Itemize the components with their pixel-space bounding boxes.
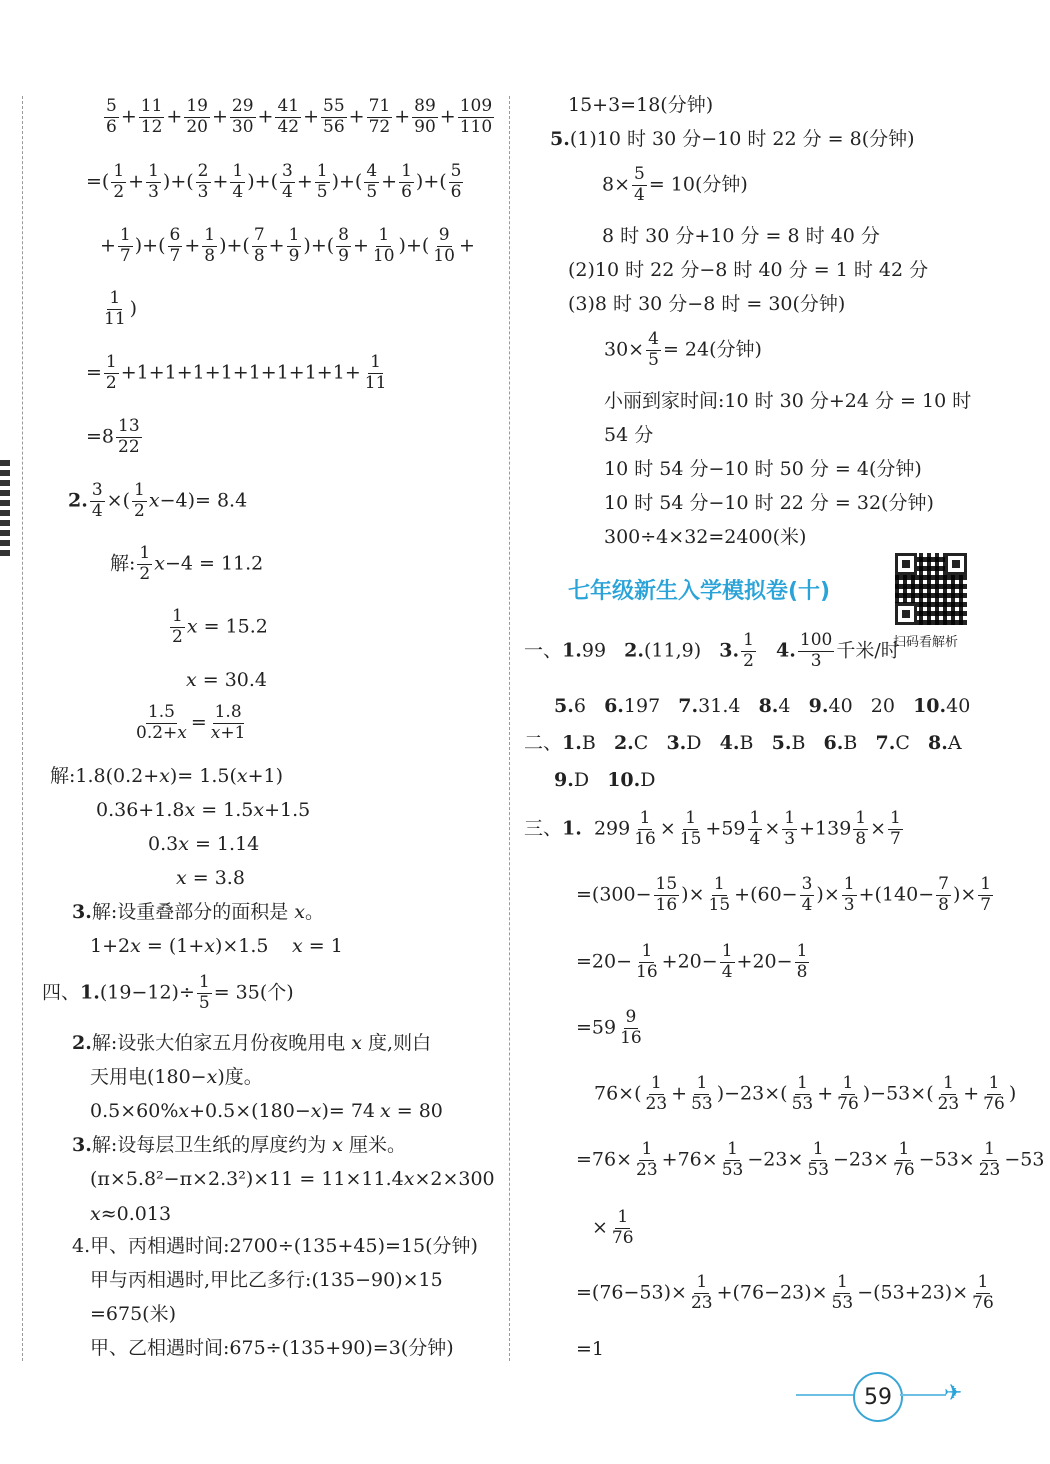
solution-step: 54 分 [604,424,654,446]
problem-text: 4.甲、丙相遇时间:2700÷(135+45)=15(分钟) [72,1235,478,1257]
fraction: $\frac{29}{30}$ [231,96,254,137]
solution-step: =(300− $\frac{15}{16}$ )× $\frac{1}{15}$ +(60− $\frac{3}{4}$ )× $\frac{1}{3}$ +(140− $\frac{7}{8}$ )× $\frac{1}{7}$ [576,874,992,915]
step-line: $\frac{1}{11}$ ) [104,288,138,329]
solution-step: x≈0.013 [90,1203,172,1225]
solution-step: 0.3x = 1.14 [148,833,260,855]
step-line: + $\frac{1}{7}$ )+( $\frac{6}{7}$ + $\frac{1}{8}$ )+( $\frac{7}{8}$ + $\frac{1}{9}$ )+( $\frac{8}{9}$ + $\frac{1}{10}$ )+( $\frac{9}{10}$ + [100,225,475,266]
solution-step: 15+3=18(分钟) [568,94,714,116]
solution-step: 10 时 54 分−10 时 22 分 = 32(分钟) [604,492,934,514]
answers-section-2-cont: 9.D 10.D [554,769,656,791]
problem-5-part-1: 5.(1)10 时 30 分−10 时 22 分 = 8(分钟) [550,128,915,150]
airplane-icon: ✈ [944,1381,963,1406]
page-number: 59 [853,1372,903,1422]
fraction: $\frac{55}{56}$ [323,96,345,137]
solution-step: =59 $\frac{9}{16}$ [576,1007,642,1048]
step-line: =( $\frac{1}{2}$ + $\frac{1}{3}$ )+( $\frac{2}{3}$ + $\frac{1}{4}$ )+( $\frac{3}{4}$ + $\frac{1}{5}$ )+( $\frac{4}{5}$ + $\frac{1}{6}$ )+( $\frac{5}{6}$ [86,161,462,202]
solution-step: (2)10 时 22 分−8 时 40 分 = 1 时 42 分 [568,259,929,281]
problem-text: 3.解:设每层卫生纸的厚度约为 x 厘米。 [72,1134,407,1156]
page-edge-mark [0,456,10,556]
solution-step: (3)8 时 30 分−8 时 = 30(分钟) [568,293,846,315]
answers-section-1: 一、1.99 2.(11,9) 3. $\frac{1}{2}$ 4. $\frac{100}{3}$ 千米/时 [524,630,900,671]
answers-section-2: 二、1.B 2.C 3.D 4.B 5.B 6.B 7.C 8.A [524,732,962,754]
solution-step: 解:1.8(0.2+x)= 1.5(x+1) [50,765,284,787]
page-number-line-left [796,1394,854,1396]
left-margin-rule [22,96,23,1361]
solution-step: =675(米) [90,1303,177,1325]
qr-code[interactable] [895,553,967,625]
fraction: $\frac{71}{72}$ [368,96,391,137]
solution-step: x = 1 [292,935,343,957]
section-4-problem-1: 四、1.(19−12)÷ $\frac{1}{5}$ = 35(个) [42,972,294,1013]
solution-step: 30× $\frac{4}{5}$ = 24(分钟) [604,329,762,370]
column-divider [509,96,510,1361]
problem-text: 甲、乙相遇时间:675÷(135+90)=3(分钟) [90,1337,454,1359]
fraction: $\frac{41}{42}$ [277,96,300,137]
fraction: $\frac{109}{110}$ [459,96,493,137]
page-number-line-right [900,1394,946,1396]
problem-text: 甲与丙相遇时,甲比乙多行:(135−90)×15 [90,1269,443,1291]
solution-step: (π×5.8²−π×2.3²)×11 = 11×11.4x×2×300 [90,1168,495,1190]
sum-expression: $\frac{5}{6}$ + $\frac{11}{12}$ + $\frac{19}{20}$ + $\frac{29}{30}$ + $\frac{41}{42}$ + $\frac{55}{56}$ + $\frac{71}{72}$ + $\frac{89}{90}$ + $\frac{109}{110}$ [106,96,493,137]
solution-step: 1+2x = (1+x)×1.5 [90,935,269,957]
solution-step: × $\frac{1}{76}$ [592,1207,634,1248]
proportion-equation: $\frac{1.5}{0.2+x}$ = $\frac{1.8}{x+1}$ [136,702,246,743]
fraction: $\frac{19}{20}$ [186,96,208,137]
solution-step: 小丽到家时间:10 时 30 分+24 分 = 10 时 [604,390,972,412]
solution-step: x = 3.8 [176,867,245,889]
solution-step: 8 时 30 分+10 分 = 8 时 40 分 [602,225,880,247]
answers-section-1-cont: 5.6 6.197 7.31.4 8.4 9.40 20 10.40 [554,695,971,717]
fraction: $\frac{11}{12}$ [140,96,163,137]
solution-step: =76× $\frac{1}{23}$ +76× $\frac{1}{53}$ −23× $\frac{1}{53}$ −23× $\frac{1}{76}$ −53× $\frac{1}{23}$ −53 [576,1139,1045,1180]
problem-text: 天用电(180−x)度。 [90,1066,263,1088]
section-3-problem-1: 三、1. 299 $\frac{1}{16}$ × $\frac{1}{15}$ +59 $\frac{1}{4}$ × $\frac{1}{3}$ +139 $\frac{1}{8}$ × $\frac{1}{7}$ [524,808,901,849]
problem-3: 3.解:设重叠部分的面积是 x。 [72,901,325,923]
solution-step: $\frac{1}{2}$ x = 15.2 [172,606,268,647]
step-line: = $\frac{1}{2}$ +1+1+1+1+1+1+1+1+ $\frac{1}{11}$ [86,352,387,393]
fraction: $\frac{89}{90}$ [414,96,436,137]
solution-step: 10 时 54 分−10 时 50 分 = 4(分钟) [604,458,922,480]
solution-step: 0.36+1.8x = 1.5x+1.5 [96,799,311,821]
solution-step: 解: $\frac{1}{2}$ x−4 = 11.2 [110,543,264,584]
solution-step: 0.5×60%x+0.5×(180−x)= 74 [90,1100,376,1122]
exam-heading: 七年级新生入学模拟卷(十) [568,579,831,604]
problem-2-equation: 2. $\frac{3}{4}$ ×( $\frac{1}{2}$ x−4)= 8.4 [68,480,248,521]
solution-step: 8× $\frac{5}{4}$ = 10(分钟) [602,164,748,205]
scan-label: 扫码看解析 [893,635,959,650]
solution-step: =20− $\frac{1}{16}$ +20− $\frac{1}{4}$ +20− $\frac{1}{8}$ [576,941,808,982]
expression: 76×( $\frac{1}{23}$ + $\frac{1}{53}$ )−23×( $\frac{1}{53}$ + $\frac{1}{76}$ )−53×( $\frac{1}{23}$ + $\frac{1}{76}$ ) [594,1073,1017,1114]
step-line: =8 $\frac{13}{22}$ [86,416,140,457]
solution-step: =(76−53)× $\frac{1}{23}$ +(76−23)× $\frac{1}{53}$ −(53+23)× $\frac{1}{76}$ [576,1272,994,1313]
solution-step: =1 [576,1338,605,1360]
solution-step: x = 30.4 [186,669,268,691]
solution-step: x = 80 [380,1100,443,1122]
solution-step: 300÷4×32=2400(米) [604,526,807,548]
problem-text: 2.解:设张大伯家五月份夜晚用电 x 度,则白 [72,1032,432,1054]
fraction: $\frac{5}{6}$ [106,96,117,137]
